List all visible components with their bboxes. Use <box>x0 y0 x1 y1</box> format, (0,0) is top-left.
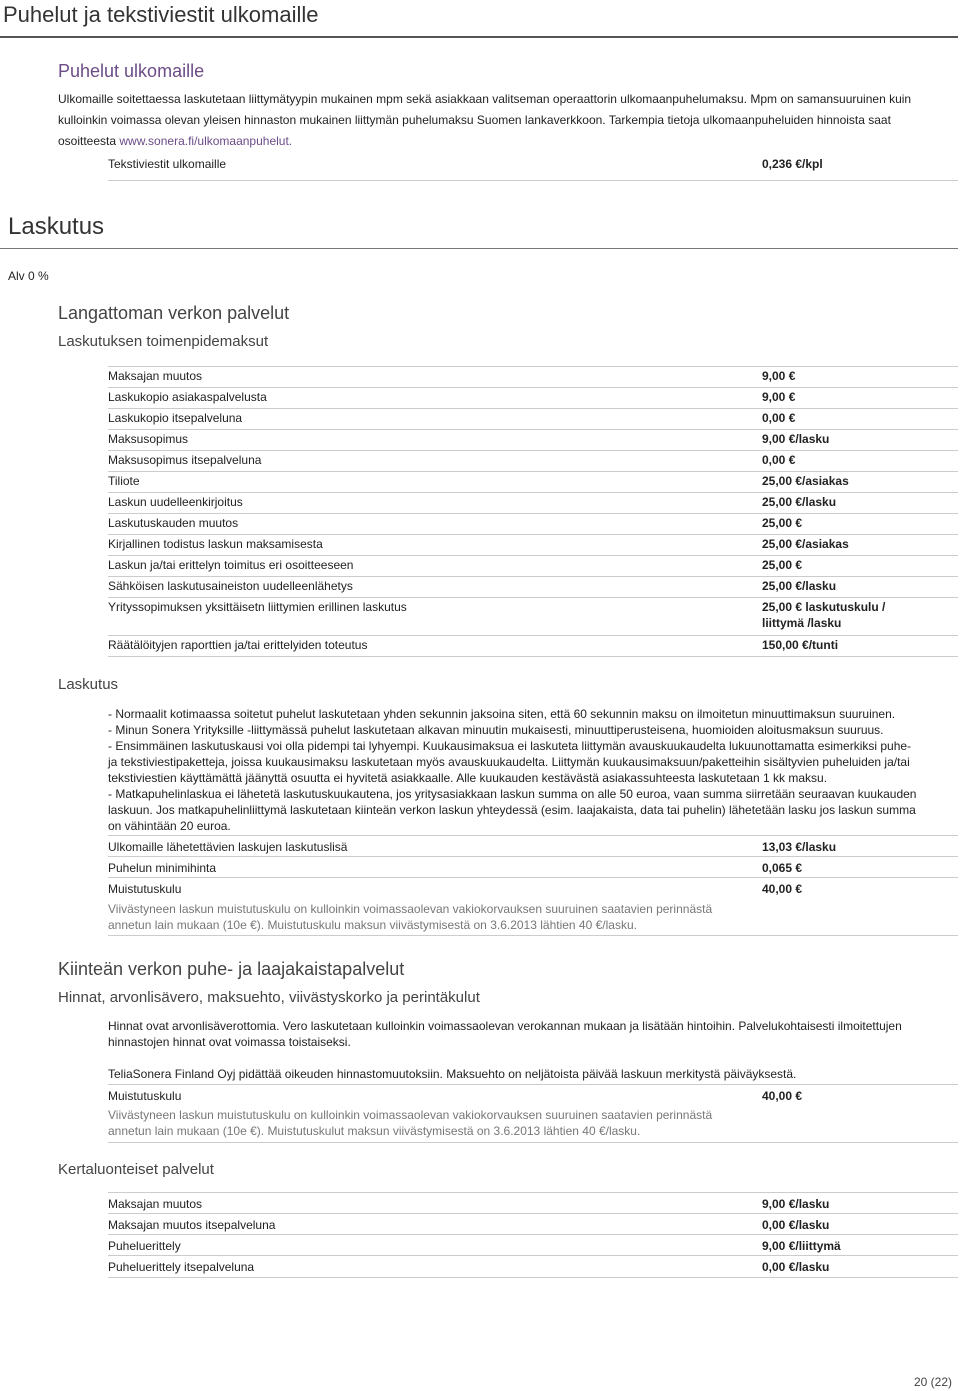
misc-label: Ulkomaille lähetettävien laskujen laskutuslisä <box>108 840 348 854</box>
grey-line: annetun lain mukaan (10e €). Muistutuskulut maksun viivästymisestä on 3.6.2013 lähtien 40 €/lasku. <box>108 1124 641 1138</box>
fixed-fee-label: Muistutuskulu <box>108 1089 182 1103</box>
row-divider <box>108 450 958 451</box>
page-title: Puhelut ja tekstiviestit ulkomaille <box>3 2 319 27</box>
price-change-paragraph: TeliaSonera Finland Oyj pidättää oikeuden hinnastomuutoksiin. Maksuehto on neljätoista päivää laskuun merkitystä päiväyksestä. <box>108 1067 797 1081</box>
reminder-note <box>108 901 758 933</box>
page-number: 20 (22) <box>913 1375 952 1389</box>
para-prefix: osoitteesta <box>58 134 120 148</box>
misc-label: Puhelun minimihinta <box>108 861 217 875</box>
row-divider <box>108 656 958 657</box>
fee-label: Laskutuskauden muutos <box>108 516 239 530</box>
para-line: Ulkomaille soitettaessa laskutetaan liittymätyypin mukainen mpm sekä asiakkaan valitseman operaattorin ulkomaanpuhelumaksu. Mpm on samansuuruinen kuin <box>58 92 912 106</box>
fee-value: 25,00 €/lasku <box>762 579 837 593</box>
row-divider <box>108 935 958 936</box>
row-divider <box>108 576 958 577</box>
fee-value: 9,00 €/lasku <box>762 432 830 446</box>
fee-value: 25,00 €/asiakas <box>762 537 849 551</box>
fixed-network-subheading: Hinnat, arvonlisävero, maksuehto, viivästyskorko ja perintäkulut <box>58 989 480 1006</box>
note-line: on vähintään 20 euroa. <box>108 819 231 833</box>
one-time-value: 9,00 €/lasku <box>762 1197 830 1211</box>
fee-value: 25,00 € <box>762 558 803 572</box>
row-divider <box>108 1142 958 1143</box>
note-line: - Minun Sonera Yrityksille -liittymässä puhelut laskutetaan alkavan minuutin mukaisesti, minuuttiperusteisena, huomioiden aloitusmaksun suuruus. <box>108 723 884 737</box>
row-divider <box>108 1255 958 1256</box>
fee-label: Yrityssopimuksen yksittäisetn liittymien erillinen laskutus <box>108 600 407 614</box>
misc-value: 40,00 € <box>762 882 803 896</box>
fee-label: Maksajan muutos <box>108 369 203 383</box>
fee-label: Sähköisen laskutusaineiston uudelleenlähetys <box>108 579 353 593</box>
calls-abroad-paragraph <box>58 91 958 154</box>
fixed-fee-value: 40,00 € <box>762 1089 803 1103</box>
row-divider <box>108 1277 958 1278</box>
one-time-value: 9,00 €/liittymä <box>762 1239 841 1253</box>
misc-value: 0,065 € <box>762 861 803 875</box>
fee-label: Kirjallinen todistus laskun maksamisesta <box>108 537 323 551</box>
row-divider <box>108 180 958 181</box>
fee-value: 9,00 € <box>762 369 796 383</box>
fee-label: Laskukopio itsepalveluna <box>108 411 243 425</box>
fixed-reminder-note <box>108 1107 758 1139</box>
one-time-label: Puheluerittely <box>108 1239 181 1253</box>
fee-label: Maksusopimus <box>108 432 189 446</box>
note-line: - Normaalit kotimaassa soitetut puhelut laskutetaan yhden sekunnin jaksoina siten, että 60 sekunnin maksu on ilmoitetun minuuttimaksun suuruinen. <box>108 707 896 721</box>
fee-value: 0,00 € <box>762 411 796 425</box>
fee-value: 25,00 € <box>762 516 803 530</box>
fee-value: 25,00 €/asiakas <box>762 474 849 488</box>
laskutus-subheading: Laskutus <box>58 676 119 693</box>
sonera-link[interactable]: www.sonera.fi/ulkomaanpuhelut. <box>119 134 293 148</box>
vat-paragraph <box>108 1018 958 1050</box>
row-divider <box>108 555 958 556</box>
note-line: ja tekstiviestipaketteja, joissa kuukausimaksu laskutetaan myös avauskuukaudelta. Liittymän kuukausimaksuun/paketteihin sisältyvien puheluiden ja/tai <box>108 755 910 769</box>
row-divider <box>108 597 958 598</box>
grey-line: annetun lain mukaan (10e €). Muistutuskulu maksun viivästymisestä on 3.6.2013 lähtien 40 €/lasku. <box>108 918 637 932</box>
fee-value: 150,00 €/tunti <box>762 638 839 652</box>
row-divider <box>108 1084 958 1085</box>
note-line: - Ensimmäinen laskutuskausi voi olla pidempi tai lyhyempi. Kuukausimaksua ei laskuteta liittymän avauskuukaudelta lukuunottamatta esimerkiksi puhe- <box>108 739 912 753</box>
sms-label: Tekstiviestit ulkomaille <box>108 157 227 171</box>
note-line: laskuun. Jos matkapuhelinliittymä laskutetaan kiinteän verkon laskun yhteydessä (esim. laajakaista, data tai puhelin) lähetetään lasku jos laskun summa <box>108 803 916 817</box>
para-line: hinnastojen hinnat ovat voimassa toistaiseksi. <box>108 1035 351 1049</box>
row-divider <box>108 1192 958 1193</box>
fee-label: Laskun uudelleenkirjoitus <box>108 495 243 509</box>
row-divider <box>108 366 958 367</box>
row-divider <box>108 534 958 535</box>
para-line: Hinnat ovat arvonlisäverottomia. Vero laskutetaan kulloinkin voimassaolevan verokannan mukaan ja lisätään hintoihin. Palvelukohtaisesti ilmoitettujen <box>108 1019 902 1033</box>
wireless-heading: Langattoman verkon palvelut <box>58 303 290 323</box>
row-divider <box>108 877 958 878</box>
section-heading-calls-abroad: Puhelut ulkomaille <box>58 61 205 81</box>
one-time-label: Puheluerittely itsepalveluna <box>108 1260 255 1274</box>
fee-label: Tiliote <box>108 474 140 488</box>
one-time-value: 0,00 €/lasku <box>762 1218 830 1232</box>
row-divider <box>108 1213 958 1214</box>
fee-value: 9,00 € <box>762 390 796 404</box>
fee-value: 25,00 € laskutuskulu / <box>762 600 886 614</box>
fixed-network-heading: Kiinteän verkon puhe- ja laajakaistapalvelut <box>58 959 405 979</box>
row-divider <box>108 1234 958 1235</box>
sms-value: 0,236 €/kpl <box>762 157 823 171</box>
one-time-services-heading: Kertaluonteiset palvelut <box>58 1161 214 1178</box>
one-time-label: Maksajan muutos <box>108 1197 203 1211</box>
fee-label: Laskukopio asiakaspalvelusta <box>108 390 267 404</box>
row-divider <box>108 835 958 836</box>
para-line: kulloinkin voimassa olevan yleisen hinnaston mukainen liittymän puhelumaksu Suomen lankaverkkoon. Tarkempia tietoja ulkomaanpuheluiden hinnoista saat <box>58 113 891 127</box>
row-divider <box>108 471 958 472</box>
fee-label: Maksusopimus itsepalveluna <box>108 453 262 467</box>
grey-line: Viivästyneen laskun muistutuskulu on kulloinkin voimassaolevan vakiokorvauksen suuruinen saatavien perinnästä <box>108 902 713 916</box>
laskutus-heading: Laskutus <box>8 213 105 240</box>
row-divider <box>108 856 958 857</box>
fee-value-cont: liittymä /lasku <box>762 616 842 630</box>
note-line: tekstiviestien käyttämättä jäänyttä osuutta ei hyvitetä asiakkaalle. Alle kuukauden kestävästä asiakassuhteesta laskutetaan 1 kk maksu. <box>108 771 828 785</box>
laskutus-divider <box>0 248 958 249</box>
row-divider <box>108 513 958 514</box>
row-divider <box>108 387 958 388</box>
one-time-value: 0,00 €/lasku <box>762 1260 830 1274</box>
grey-line: Viivästyneen laskun muistutuskulu on kulloinkin voimassaolevan vakiokorvauksen suuruinen saatavien perinnästä <box>108 1108 713 1122</box>
row-divider <box>108 492 958 493</box>
one-time-label: Maksajan muutos itsepalveluna <box>108 1218 276 1232</box>
misc-label: Muistutuskulu <box>108 882 182 896</box>
fee-label: Räätälöityjen raporttien ja/tai erittelyiden toteutus <box>108 638 368 652</box>
title-divider <box>0 36 958 38</box>
fee-value: 25,00 €/lasku <box>762 495 837 509</box>
laskutus-notes <box>108 706 958 834</box>
row-divider <box>108 635 958 636</box>
fee-value: 0,00 € <box>762 453 796 467</box>
alv-label: Alv 0 % <box>8 269 49 283</box>
misc-value: 13,03 €/lasku <box>762 840 837 854</box>
fees-subheading: Laskutuksen toimenpidemaksut <box>58 333 269 350</box>
para-line-last <box>58 133 958 154</box>
row-divider <box>108 408 958 409</box>
fee-label: Laskun ja/tai erittelyn toimitus eri osoitteeseen <box>108 558 354 572</box>
note-line: - Matkapuhelinlaskua ei lähetetä laskutuskuukautena, jos yritysasiakkaan laskun summa on alle 50 euroa, vaan summa siirretään seuraavan kuukauden <box>108 787 917 801</box>
row-divider <box>108 429 958 430</box>
